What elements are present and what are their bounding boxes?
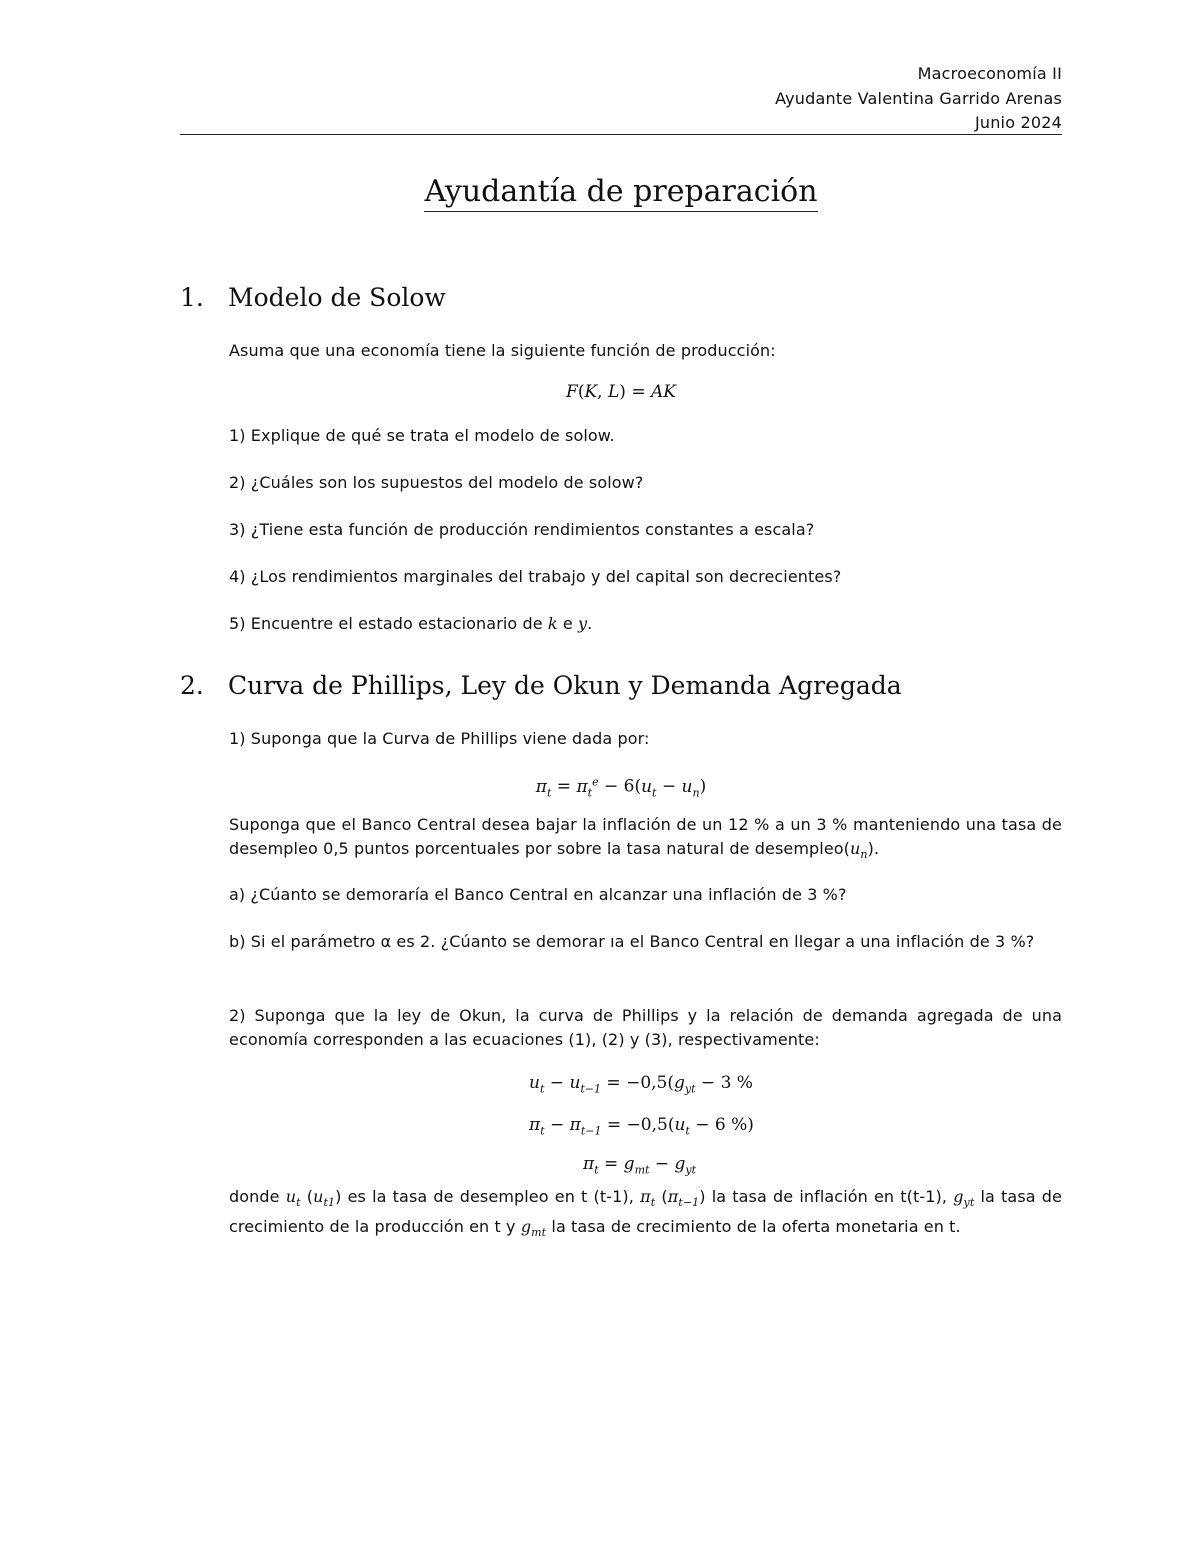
question-b: b) Si el parámetro α es 2. ¿Cúanto se demorar ıa el Banco Central en llegar a una inflación de 3 %? xyxy=(229,932,1035,951)
document-header xyxy=(180,62,1062,136)
def-text-2: ( xyxy=(300,1187,314,1206)
def-text-6: la tasa de crecimiento de la producción en t y xyxy=(229,1187,1062,1237)
solow-question-3: 3) ¿Tiene esta función de producción rendimientos constantes a escala? xyxy=(229,520,815,539)
section-1-heading xyxy=(180,281,446,315)
phillips-curve-equation: $\pi_t - \pi_{t-1} = -0,5(u_t - 6$ %) xyxy=(529,1115,754,1138)
def-text-1: donde xyxy=(229,1187,286,1206)
q5-end: . xyxy=(587,614,593,633)
phillips-scenario: Suponga que el Banco Central desea bajar la inflación de un 12 % a un 3 % manteniendo una tasa de desempleo 0,5 puntos porcentuales por sobre la tasa natural de $desempleo(u_n)$. xyxy=(229,815,1062,862)
course-name: Macroeconomía II xyxy=(917,64,1062,83)
q5-text: 5) Encuentre el estado estacionario de xyxy=(229,614,548,633)
solow-intro: Asuma que una economía tiene la siguiente función de producción: xyxy=(229,341,776,360)
assistant-name: Ayudante Valentina Garrido Arenas xyxy=(775,88,1062,108)
solow-question-1: 1) Explique de qué se trata el modelo de solow. xyxy=(229,426,615,445)
solow-question-2: 2) ¿Cuáles son los supuestos del modelo de solow? xyxy=(229,473,644,492)
scenario-end: ). xyxy=(867,839,880,858)
question-a: a) ¿Cúanto se demoraría el Banco Central en alcanzar una inflación de 3 %? xyxy=(229,885,847,904)
section-number: 1. xyxy=(180,283,204,312)
aggregate-demand-equation: $\pi_t = g_{mt} - g_{yt}$ xyxy=(583,1154,697,1177)
variable-definitions: donde $u_t$ $(u_{t1})$ es la tasa de desempleo en t (t-1), $\pi_t$ $(\pi_{t-1})$ la tasa de inflación en t(t-1), $g_{yt}$ la tasa de crecimiento de la producción en t y $g_{mt}$ la tasa de crecimiento de la oferta monetaria en t. xyxy=(229,1187,1062,1240)
section-number: 2. xyxy=(180,671,204,700)
phillips-intro: 1) Suponga que la Curva de Phillips viene dada por: xyxy=(229,729,650,748)
def-text-7: la tasa de crecimiento de la oferta monetaria en t. xyxy=(546,1217,961,1237)
production-function: F(K, L) = AK xyxy=(566,382,676,402)
def-text-4: ( xyxy=(655,1187,668,1206)
document-date: Junio 2024 xyxy=(974,113,1062,132)
scenario-text: Suponga que el Banco Central desea bajar la inflación de un 12 % a un 3 % manteniendo una tasa de desempleo 0,5 puntos porcentuales por sobre la tasa natural de desempleo( xyxy=(229,815,1062,858)
section-2-heading xyxy=(180,669,902,703)
section-title: Curva de Phillips, Ley de Okun y Demanda Agregada xyxy=(228,671,902,700)
q5-y: y xyxy=(578,614,588,633)
q5-and: e xyxy=(557,614,579,633)
phillips-equation: $\pi_t = \pi_t^e - 6(u_t - u_n)$ xyxy=(535,775,707,800)
header-rule xyxy=(180,134,1062,135)
solow-question-5 xyxy=(229,612,1062,636)
def-text-5: ) la tasa de inflación en t(t-1), xyxy=(699,1187,954,1206)
document-title-block xyxy=(180,172,1062,212)
section-title: Modelo de Solow xyxy=(228,283,446,312)
def-text-3: ) es la tasa de desempleo en t (t-1), xyxy=(335,1187,641,1206)
solow-question-4: 4) ¿Los rendimientos marginales del trabajo y del capital son decrecientes? xyxy=(229,567,842,586)
q5-k: k xyxy=(547,614,558,633)
okun-equation: $u_t - u_{t-1} = -0,5(g_{yt} - 3$ % xyxy=(529,1073,753,1096)
okun-intro: 2) Suponga que la ley de Okun, la curva de Phillips y la relación de demanda agregada de una economía corresponden a las ecuaciones (1), (2) y (3), respectivamente: xyxy=(229,1006,1062,1049)
document-title: Ayudantía de preparación xyxy=(424,174,817,212)
